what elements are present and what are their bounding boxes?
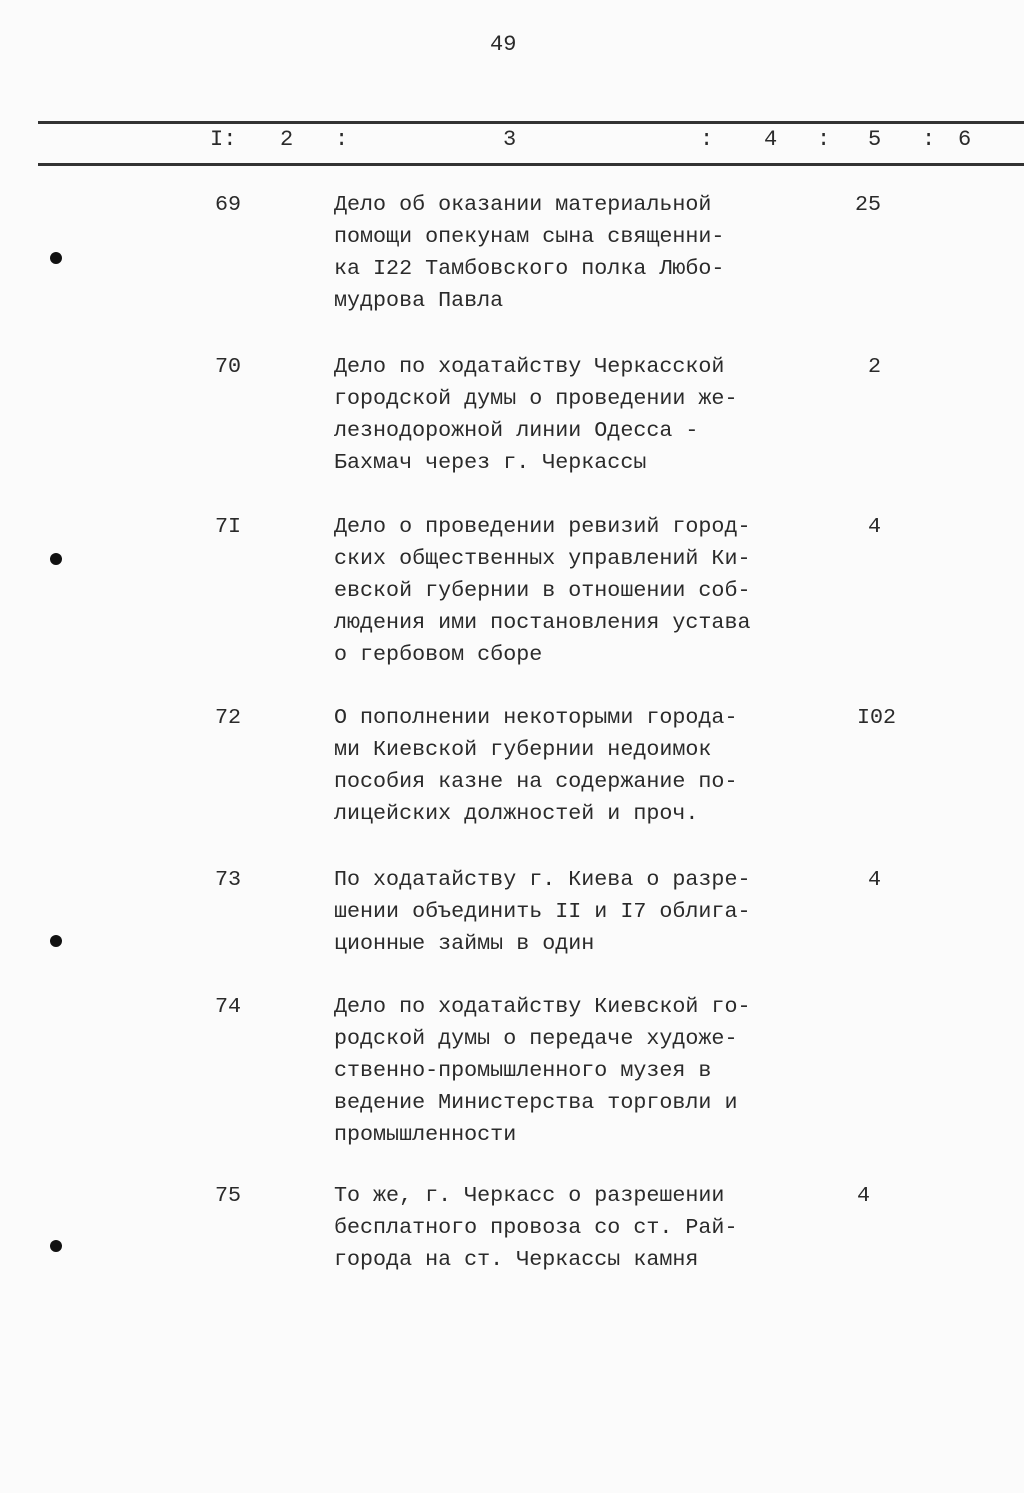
row-sheets: 25 [855,192,882,217]
header-col-2: 2 [280,127,294,152]
row-number: 74 [215,994,242,1019]
row-title: Дело о проведении ревизий город- ских общественных управлений Ки- евской губернии в отношении соб- людения ими постановления устава о гербовом сборе [334,514,751,667]
header-col-3: 3 [503,127,517,152]
header-separator: : [817,127,831,152]
header-separator: : [700,127,714,152]
header-col-1: I: [210,127,237,152]
row-title: Дело по ходатайству Черкасской городской думы о проведении же- лезнодорожной линии Одесса - Бахмач через г. Черкассы [334,354,738,475]
row-title: То же, г. Черкасс о разрешении бесплатного провоза со ст. Рай- города на ст. Черкассы камня [334,1183,738,1272]
row-title: О пополнении некоторыми города- ми Киевской губернии недоимок пособия казне на содержание по- лицейских должностей и проч. [334,705,738,826]
punch-hole-mark [50,935,62,947]
punch-hole-mark [50,1240,62,1252]
header-separator: : [335,127,349,152]
row-number: 7I [215,514,242,539]
row-number: 70 [215,354,242,379]
row-sheets: I02 [857,705,897,730]
row-number: 72 [215,705,242,730]
header-col-5: 5 [868,127,882,152]
row-title: Дело об оказании материальной помощи опекунам сына священни- ка I22 Тамбовского полка Любо- мудрова Павла [334,192,725,313]
row-number: 75 [215,1183,242,1208]
row-sheets: 2 [868,354,882,379]
header-separator: : [922,127,936,152]
row-sheets: 4 [857,1183,871,1208]
table-top-rule [38,121,1024,124]
punch-hole-mark [50,252,62,264]
header-col-4: 4 [764,127,778,152]
row-title: Дело по ходатайству Киевской го- родской думы о передаче художе- ственно-промышленного музея в ведение Министерства торговли и промышленности [334,994,751,1147]
table-header-rule [38,163,1024,166]
row-sheets: 4 [868,867,882,892]
header-col-6: 6 [958,127,972,152]
row-sheets: 4 [868,514,882,539]
page-number: 49 [490,32,517,57]
row-number: 69 [215,192,242,217]
row-number: 73 [215,867,242,892]
punch-hole-mark [50,553,62,565]
row-title: По ходатайству г. Киева о разре- шении объединить II и I7 облига- ционные займы в один [334,867,751,956]
